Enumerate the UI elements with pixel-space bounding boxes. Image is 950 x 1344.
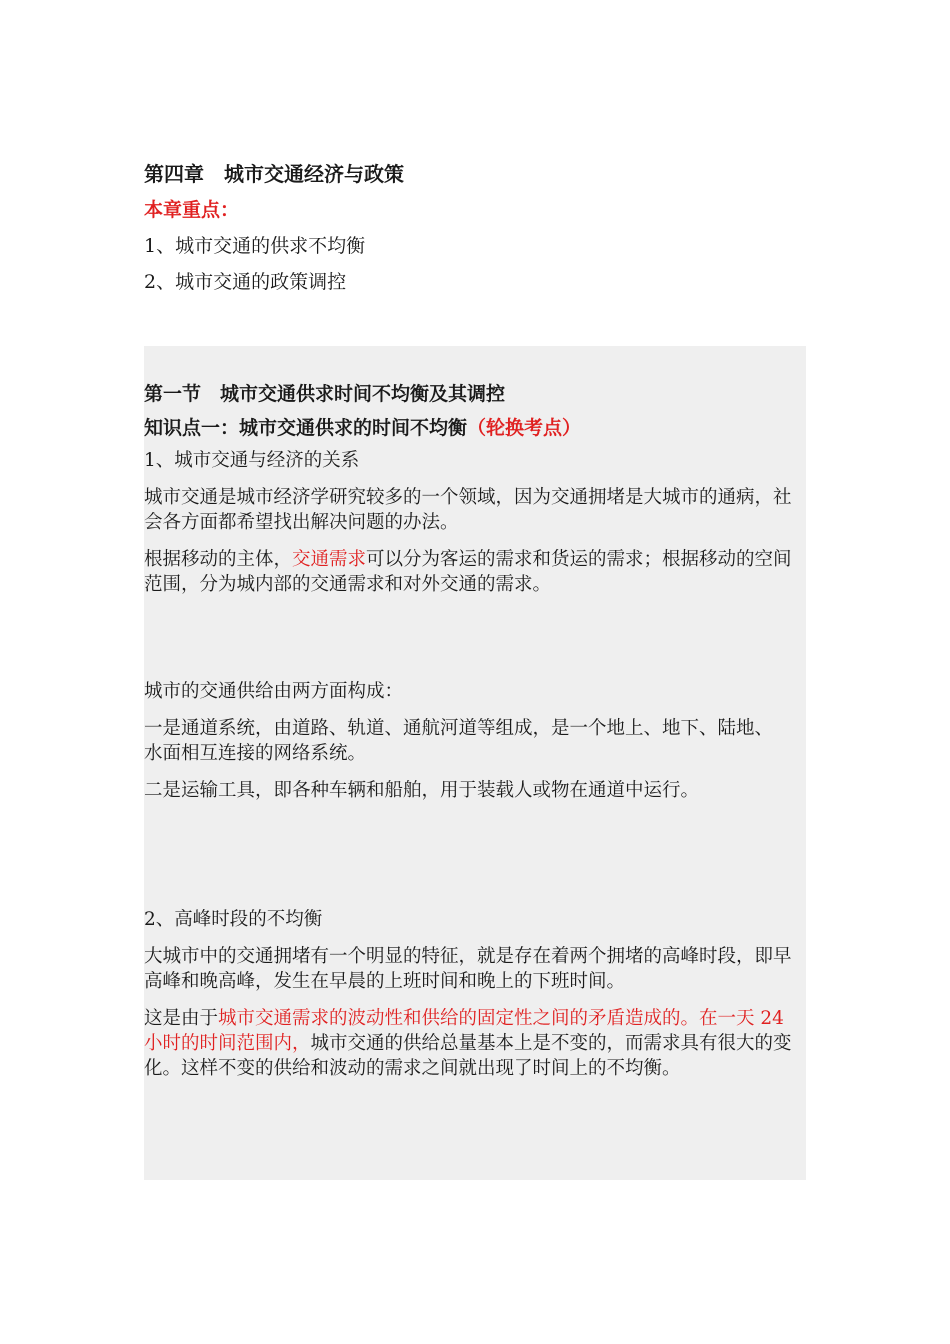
knowledge-point-tag: （轮换考点）: [467, 417, 582, 439]
knowledge-point-heading: [144, 414, 834, 442]
chapter-header: [144, 160, 824, 304]
focus-item: 2、城市交通的政策调控: [144, 271, 347, 293]
focus-label: 本章重点：: [144, 199, 240, 221]
paragraph-5: 二是运输工具，即各种车辆和船舶，用于装载人或物在通道中运行。: [144, 780, 700, 801]
paragraph-2: [144, 547, 806, 597]
paragraph-7-text-a: 这是由于: [144, 1008, 219, 1029]
knowledge-point-label: 知识点一：城市交通供求的时间不均衡: [144, 417, 468, 439]
paragraph-2-text-a: 根据移动的主体，: [144, 549, 293, 570]
paragraph-2-highlight: 交通需求: [292, 549, 367, 570]
paragraph-6: 大城市中的交通拥堵有一个明显的特征，就是存在着两个拥堵的高峰时段，即早高峰和晚高峰，发生在早晨的上班时间和晚上的下班时间。: [144, 946, 792, 992]
paragraph-4-line-1: 一是通道系统，由道路、轨道、通航河道等组成，是一个地上、地下、陆地、: [144, 718, 774, 739]
paragraph-4: [144, 716, 834, 766]
paragraph-3: 城市的交通供给由两方面构成：: [144, 681, 404, 702]
subheading-2: 2、高峰时段的不均衡: [144, 909, 323, 930]
chapter-title: 第四章 城市交通经济与政策: [144, 162, 404, 186]
focus-item: 1、城市交通的供求不均衡: [144, 235, 366, 257]
paragraph-1: 城市交通是城市经济学研究较多的一个领域，因为交通拥堵是大城市的通病，社会各方面都希望找出解决问题的办法。: [144, 487, 792, 533]
paragraph-7-highlight: 城市交通需求的波动性和供给的固定性之间的矛盾造成的。在一天 24 小时的时间范围内，: [144, 1008, 784, 1054]
paragraph-2-text-b: 可以分为客运的需求和货运的需求；根据移动的空间范围，分为城内部的交通需求和对外交通的需求。: [144, 549, 792, 595]
section-content: [144, 380, 834, 1093]
paragraph-7: [144, 1006, 806, 1081]
subheading-1: 1、城市交通与经济的关系: [144, 450, 360, 471]
paragraph-7-text-b: 城市交通的供给总量基本上是不变的，而需求具有很大的变化。这样不变的供给和波动的需求之间就出现了时间上的不均衡。: [144, 1033, 792, 1079]
paragraph-4-line-2: 水面相互连接的网络系统。: [144, 743, 367, 764]
section-title: 第一节 城市交通供求时间不均衡及其调控: [144, 383, 506, 405]
